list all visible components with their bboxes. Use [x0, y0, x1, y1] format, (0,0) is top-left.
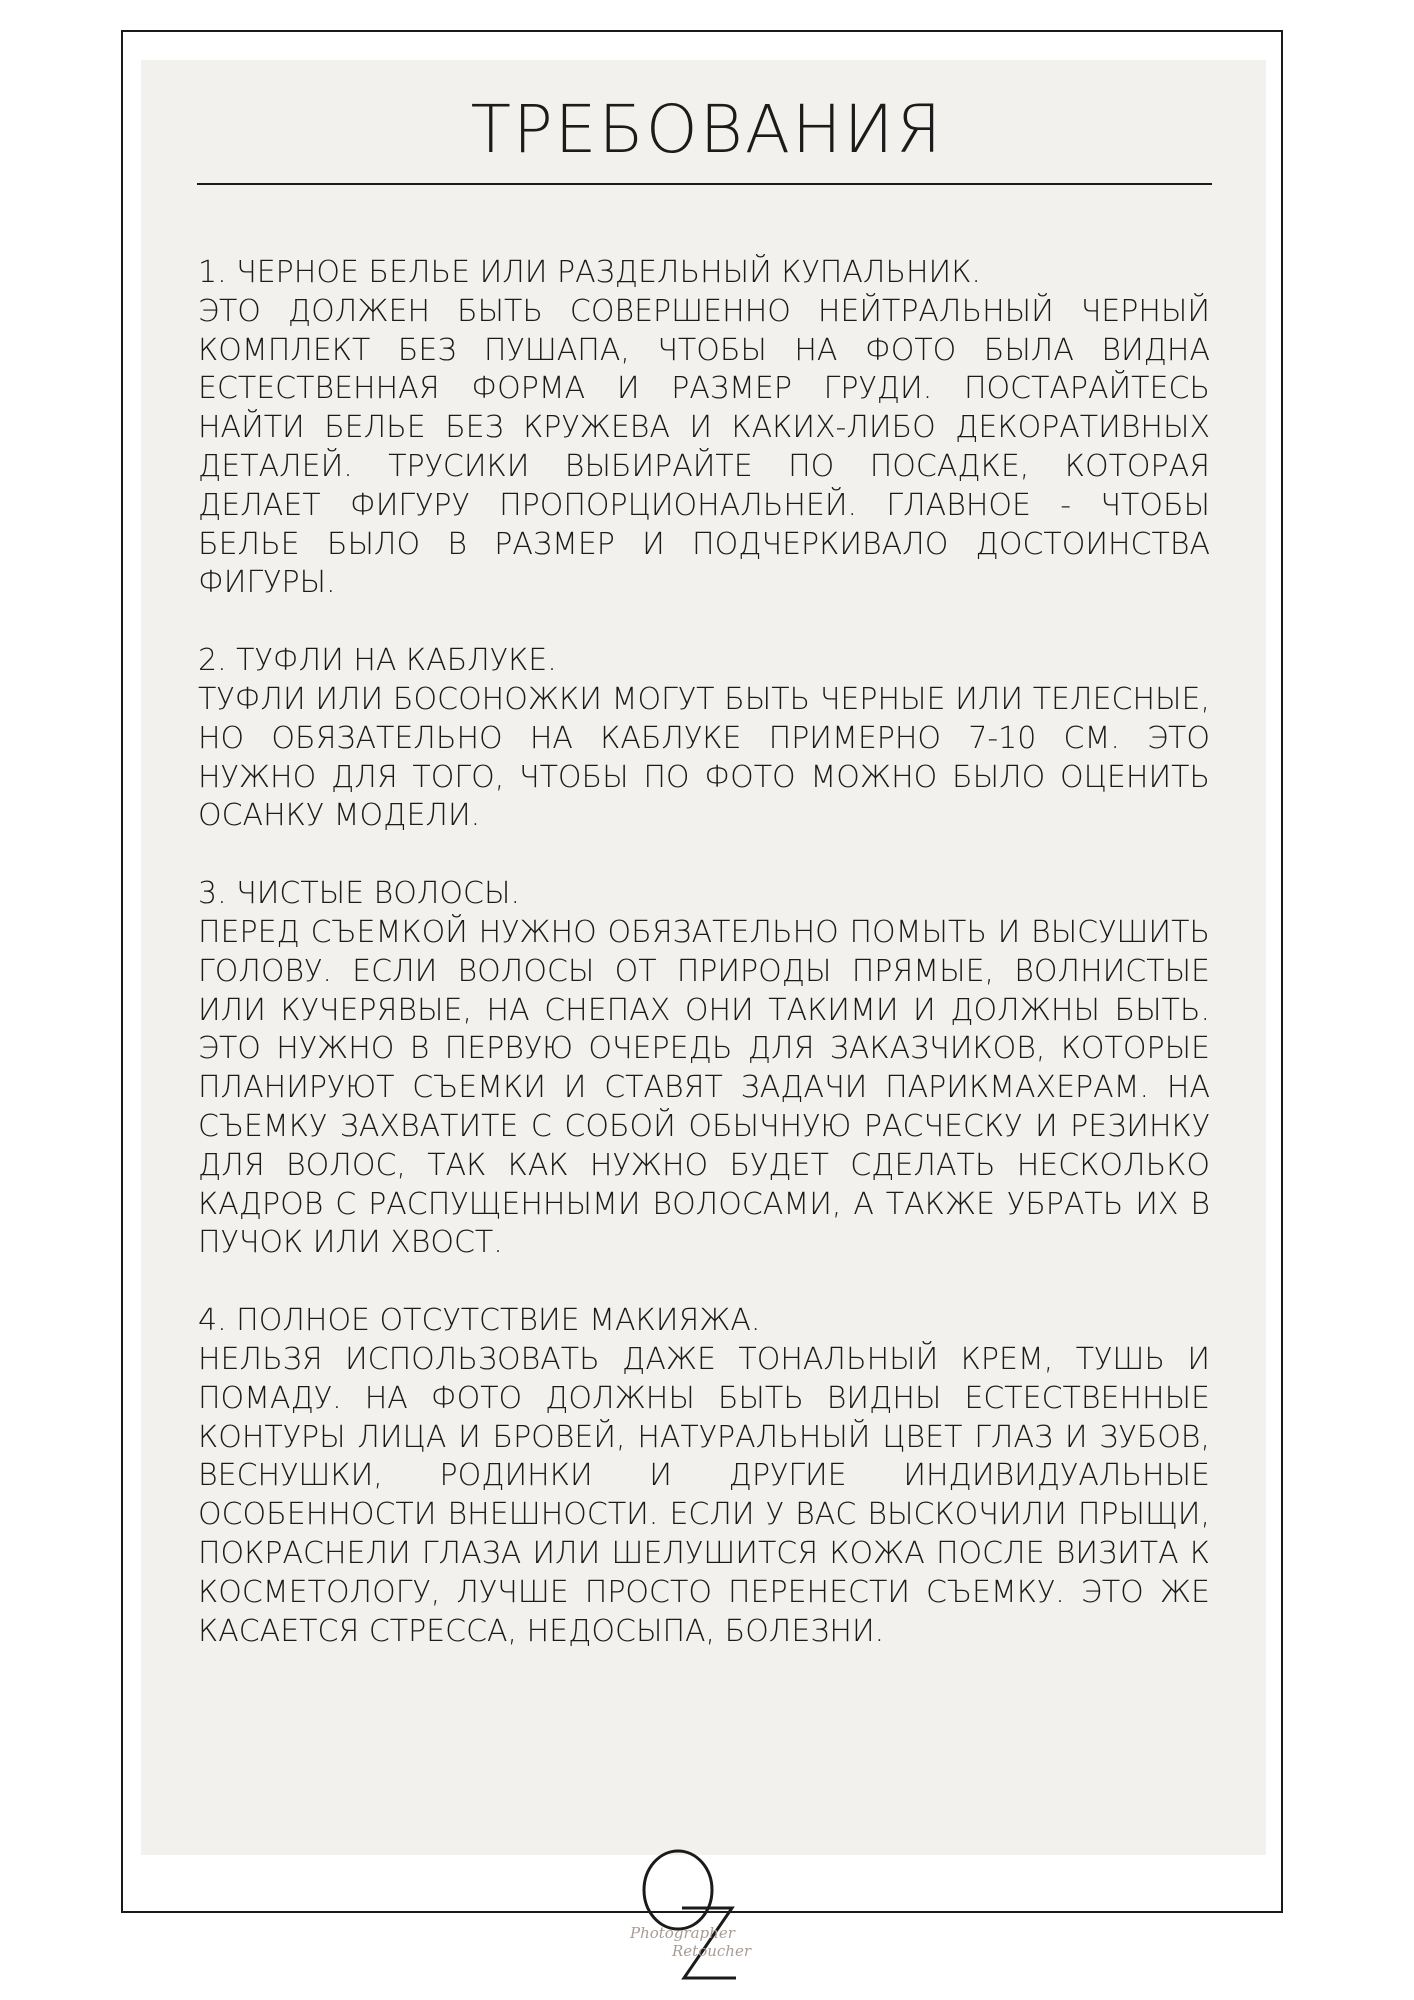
- requirement-section: [198, 875, 1210, 1263]
- requirement-body: ЭТО ДОЛЖЕН БЫТЬ СОВЕРШЕННО НЕЙТРАЛЬНЫЙ ЧЕРНЫЙ КОМПЛЕКТ БЕЗ ПУШАПА, ЧТОБЫ НА ФОТО БЫЛА ВИДНА ЕСТЕСТВЕННАЯ ФОРМА И РАЗМЕР ГРУДИ. ПОСТАРАЙТЕСЬ НАЙТИ БЕЛЬЕ БЕЗ КРУЖЕВА И КАКИХ-ЛИБО ДЕКОРАТИВНЫХ ДЕТАЛЕЙ. ТРУСИКИ ВЫБИРАЙТЕ ПО ПОСАДКЕ, КОТОРАЯ ДЕЛАЕТ ФИГУРУ ПРОПОРЦИОНАЛЬНЕЙ. ГЛАВНОЕ - ЧТОБЫ БЕЛЬЕ БЫЛО В РАЗМЕР И ПОДЧЕРКИВАЛО ДОСТОИНСТВА ФИГУРЫ.: [198, 293, 1210, 601]
- requirement-section: [198, 254, 1210, 603]
- requirement-section: [198, 1302, 1210, 1651]
- requirement-body: ТУФЛИ ИЛИ БОСОНОЖКИ МОГУТ БЫТЬ ЧЕРНЫЕ ИЛИ ТЕЛЕСНЫЕ, НО ОБЯЗАТЕЛЬНО НА КАБЛУКЕ ПРИМЕРНО 7-10 СМ. ЭТО НУЖНО ДЛЯ ТОГО, ЧТОБЫ ПО ФОТО МОЖНО БЫЛО ОЦЕНИТЬ ОСАНКУ МОДЕЛИ.: [198, 681, 1210, 834]
- requirement-heading: 3. ЧИСТЫЕ ВОЛОСЫ.: [198, 876, 520, 912]
- logo-graphic: [610, 1840, 780, 1990]
- logo-letter-o: [644, 1851, 712, 1929]
- requirement-heading: 1. ЧЕРНОЕ БЕЛЬЕ ИЛИ РАЗДЕЛЬНЫЙ КУПАЛЬНИК.: [198, 255, 981, 290]
- page-title: ТРЕБОВАНИЯ: [470, 91, 944, 168]
- logo-caption-photographer: Photographer: [630, 1924, 735, 1942]
- requirement-body: НЕЛЬЗЯ ИСПОЛЬЗОВАТЬ ДАЖЕ ТОНАЛЬНЫЙ КРЕМ, ТУШЬ И ПОМАДУ. НА ФОТО ДОЛЖНЫ БЫТЬ ВИДНЫ ЕСТЕСТВЕННЫЕ КОНТУРЫ ЛИЦА И БРОВЕЙ, НАТУРАЛЬНЫЙ ЦВЕТ ГЛАЗ И ЗУБОВ, ВЕСНУШКИ, РОДИНКИ И ДРУГИЕ ИНДИВИДУАЛЬНЫЕ ОСОБЕННОСТИ ВНЕШНОСТИ. ЕСЛИ У ВАС ВЫСКОЧИЛИ ПРЫЩИ, ПОКРАСНЕЛИ ГЛАЗА ИЛИ ШЕЛУШИТСЯ КОЖА ПОСЛЕ ВИЗИТА К КОСМЕТОЛОГУ, ЛУЧШЕ ПРОСТО ПЕРЕНЕСТИ СЪЕМКУ. ЭТО ЖЕ КАСАЕТСЯ СТРЕССА, НЕДОСЫПА, БОЛЕЗНИ.: [198, 1341, 1210, 1649]
- requirement-section: [198, 642, 1210, 836]
- requirement-heading: 4. ПОЛНОЕ ОТСУТСТВИЕ МАКИЯЖА.: [198, 1303, 761, 1339]
- requirement-heading: 2. ТУФЛИ НА КАБЛУКЕ.: [198, 643, 557, 679]
- logo-caption-retoucher: Retoucher: [672, 1942, 751, 1960]
- requirements-list: [198, 254, 1210, 1690]
- title-divider: [197, 183, 1212, 185]
- oz-monogram-logo: [610, 1840, 780, 1990]
- requirement-body: ПЕРЕД СЪЕМКОЙ НУЖНО ОБЯЗАТЕЛЬНО ПОМЫТЬ И ВЫСУШИТЬ ГОЛОВУ. ЕСЛИ ВОЛОСЫ ОТ ПРИРОДЫ ПРЯМЫЕ, ВОЛНИСТЫЕ ИЛИ КУЧЕРЯВЫЕ, НА СНЕПАХ ОНИ ТАКИМИ И ДОЛЖНЫ БЫТЬ. ЭТО НУЖНО В ПЕРВУЮ ОЧЕРЕДЬ ДЛЯ ЗАКАЗЧИКОВ, КОТОРЫЕ ПЛАНИРУЮТ СЪЕМКИ И СТАВЯТ ЗАДАЧИ ПАРИКМАХЕРАМ. НА СЪЕМКУ ЗАХВАТИТЕ С СОБОЙ ОБЫЧНУЮ РАСЧЕСКУ И РЕЗИНКУ ДЛЯ ВОЛОС, ТАК КАК НУЖНО БУДЕТ СДЕЛАТЬ НЕСКОЛЬКО КАДРОВ С РАСПУЩЕННЫМИ ВОЛОСАМИ, А ТАКЖЕ УБРАТЬ ИХ В ПУЧОК ИЛИ ХВОСТ.: [198, 914, 1210, 1261]
